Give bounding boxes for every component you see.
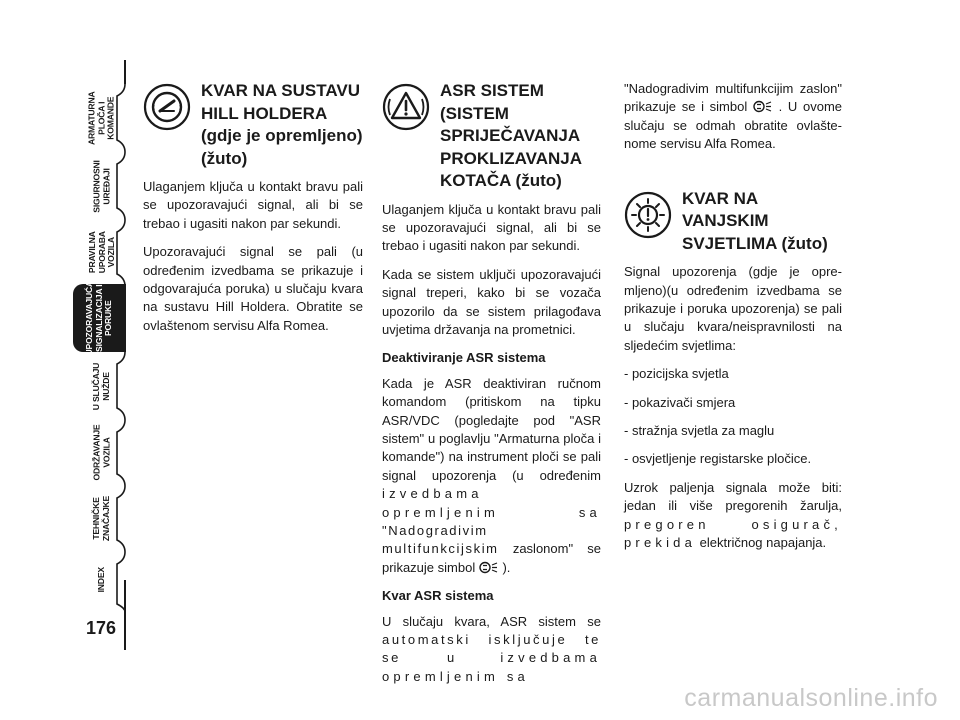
paragraph: Ulaganjem ključa u kontakt bravu pali se upozoravajući signal, ali bi se trebao i ugasiti nakon par sekundi. [382,201,601,254]
tab-pravilna-uporaba[interactable] [80,218,124,286]
asr-warning-triangle-icon [382,83,430,131]
text-run: "Nadogradivim multifunkcijim zaslon" prikazuje se i simbol [624,81,842,115]
tab-sigurnosni-uredaji[interactable] [80,152,124,220]
paragraph: Upozoravajući signal se pali (u određenim izvedbama se prikazuje i odgovarajuća poruka) u slučaju kvara na sustavu Hill Holdera. Obratite se ovlaštenom servisu Alfa Romea. [143,244,363,333]
hill-holder-warning-icon [143,83,191,131]
tab-label: ARMATURNA PLOČA I KOMANDE [86,91,116,145]
section-heading-block [143,80,363,170]
section-heading: ASR SISTEM (SISTEM SPRIJEČAVANJA PROKLIZAVANJA KOTAČA (žuto) [440,81,582,190]
asr-fault-symbol-icon [479,561,499,574]
list-item: - stražnja svjetla za maglu [624,422,775,438]
paragraph: Signal upozorenja (gdje je opre-mljeno)(u određenim izvedbama se prikazuje i poruka upozorenja) se pali u slučaju kvara/neispravnilosti na sljedećim svjetlima: [624,264,842,353]
text-run: električnog napajanja. [699,535,827,550]
column-exterior-lights [624,80,842,562]
tab-divider-line [124,580,126,650]
text-run: automatski isključuje te se u [382,632,601,666]
tab-label: INDEX [96,567,107,593]
paragraph [624,479,842,553]
paragraph [382,613,601,687]
text-run: pregoren osigurač, prekida [624,516,842,550]
text-run: Uzrok paljenja signala može biti: jedan ili više pregorenih žarulja, [624,479,842,514]
column-hill-holder [143,80,363,345]
text-run: Kada je ASR deaktiviran ručnom komandom (pritiskom na tipku ASR/VDC (pogledajte pod "ASR sistem" u poglavlju "Armaturna ploča i komande") na instrument ploči se pali signal upozorenja (u određenim [382,375,601,483]
asr-fault-symbol-icon [753,100,773,113]
column-asr-system [382,80,601,696]
tab-armaturna-ploca[interactable] [80,84,124,152]
tab-label: ODRŽAVANJE VOZILA [91,424,111,480]
exterior-light-fault-icon [624,191,672,239]
section-heading: KVAR NA VANJSKIM SVJETLIMA (žuto) [682,188,828,253]
text-run: U slučaju kvara, ASR sistem se [382,613,601,629]
chapter-tab-strip [0,0,130,720]
list-item: - pokazivači smjera [624,394,736,410]
text-run: izvedbama opremljenim sa [382,650,601,684]
list-item: - pozicijska svjetla [624,366,729,382]
watermark: carmanualsonline.info [684,684,938,712]
paragraph [382,375,601,577]
tab-label: U SLUČAJU NUŽDE [91,362,112,410]
paragraph: Kada se sistem uključi upozoravajući signal treperi, kako bi se vozača upozorilo da se sistem prilagođava uvjetima državanja na prometnici. [382,266,601,337]
text-run: zaslonom" se prikazuje simbol [382,541,601,575]
text-run: izvedbama opremljenim sa [382,486,601,520]
subheading: Kvar ASR sistema [382,588,494,604]
section-heading-block [382,80,601,193]
tab-label: SIGURNOSNI UREĐAJI [91,159,111,213]
text-run: "Nadogradivim multifunkcijskim [382,523,499,557]
tab-label: TEHNIČKE ZNAČAJKE [91,495,112,541]
text-run: ). [502,559,511,575]
tab-divider-line [124,60,126,84]
section-heading: KVAR NA SUSTAVU HILL HOLDERA (gdje je opremljeno) (žuto) [201,81,363,168]
paragraph: Ulaganjem ključa u kontakt bravu pali se upozoravajući signal, ali bi se trebao i ugasiti nakon par sekundi. [143,179,363,231]
tab-label: PRAVILNA UPORABA VOZILA [86,230,116,274]
text-run: . U ovome slučaju se odmah obratite ovlašte-nome servisu Alfa Romea. [624,99,842,152]
tab-u-slucaju-nuzde[interactable] [80,352,124,420]
tab-label: UPOZORAVAJUĆA SIGNALIZACIJA I PORUKE [84,280,114,356]
tab-upozoravajuca-signalizacija[interactable] [73,280,126,356]
page-number: 176 [86,618,117,638]
subheading: Deaktiviranje ASR sistema [382,350,546,366]
list-item: - osvjetljenje registarske pločice. [624,451,812,467]
tab-tehnicke-znacajke[interactable] [80,484,124,552]
section-heading-block [624,188,842,256]
tab-index[interactable] [80,548,124,612]
tab-odrzavanje-vozila[interactable] [80,418,124,486]
paragraph [624,80,842,154]
